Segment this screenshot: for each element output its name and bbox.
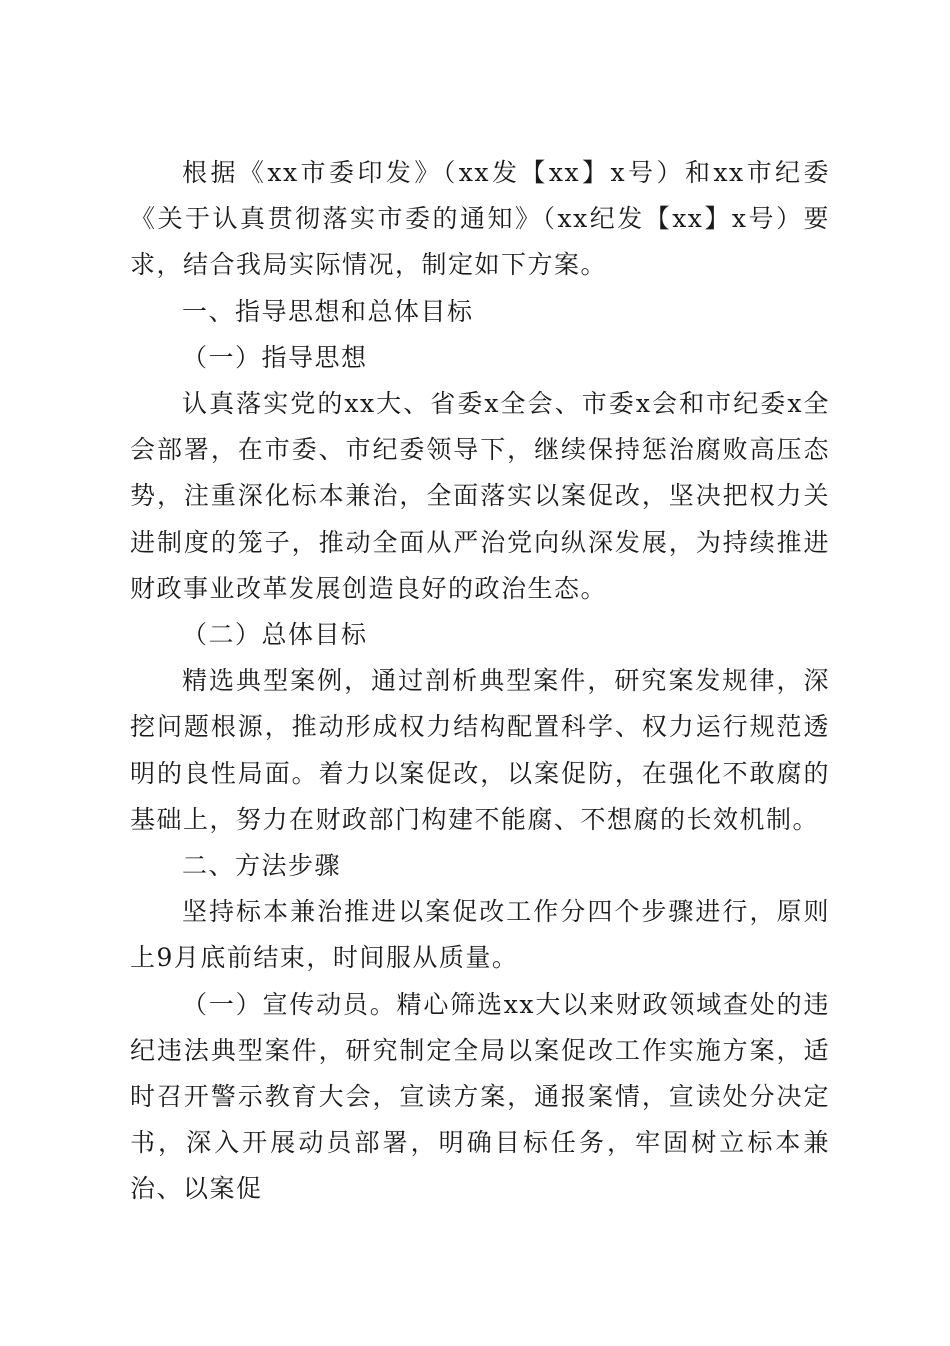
- paragraph-overall-goal: 精选典型案例，通过剖析典型案件，研究案发规律，深挖问题根源，推动形成权力结构配置科学、权力运行规范透明的良性局面。着力以案促改，以案促防，在强化不敢腐的基础上，努力在财政部门构建不能腐、不想腐的长效机制。: [130, 666, 830, 834]
- paragraph-publicity-mobilization: （一）宣传动员。精心筛选xx大以来财政领域查处的违纪违法典型案件，研究制定全局以案促改工作实施方案，适时召开警示教育大会，宣读方案，通报案情，宣读处分决定书，深入开展动员部署，明确目标任务，牢固树立标本兼治、以案促: [130, 989, 830, 1204]
- paragraph-intro: 根据《xx市委印发》（xx发【xx】x号）和xx市纪委《关于认真贯彻落实市委的通知》（xx纪发【xx】x号）要求，结合我局实际情况，制定如下方案。: [130, 158, 830, 280]
- heading-section-1: 一、指导思想和总体目标: [182, 296, 474, 326]
- paragraph-method-steps: 坚持标本兼治推进以案促改工作分四个步骤进行，原则上9月底前结束，时间服从质量。: [130, 897, 830, 973]
- heading-guiding-ideology: （一）指导思想: [182, 342, 368, 372]
- heading-section-2: 二、方法步骤: [182, 851, 342, 881]
- paragraph-guiding-ideology: 认真落实党的xx大、省委x全会、市委x会和市纪委x全会部署，在市委、市纪委领导下，继续保持惩治腐败高压态势，注重深化标本兼治，全面落实以案促改，坚决把权力关进制度的笼子，推动全面从严治党向纵深发展，为持续推进财政事业改革发展创造良好的政治生态。: [130, 389, 830, 603]
- heading-overall-goal: （二）总体目标: [182, 620, 368, 650]
- document-body: [130, 150, 830, 1213]
